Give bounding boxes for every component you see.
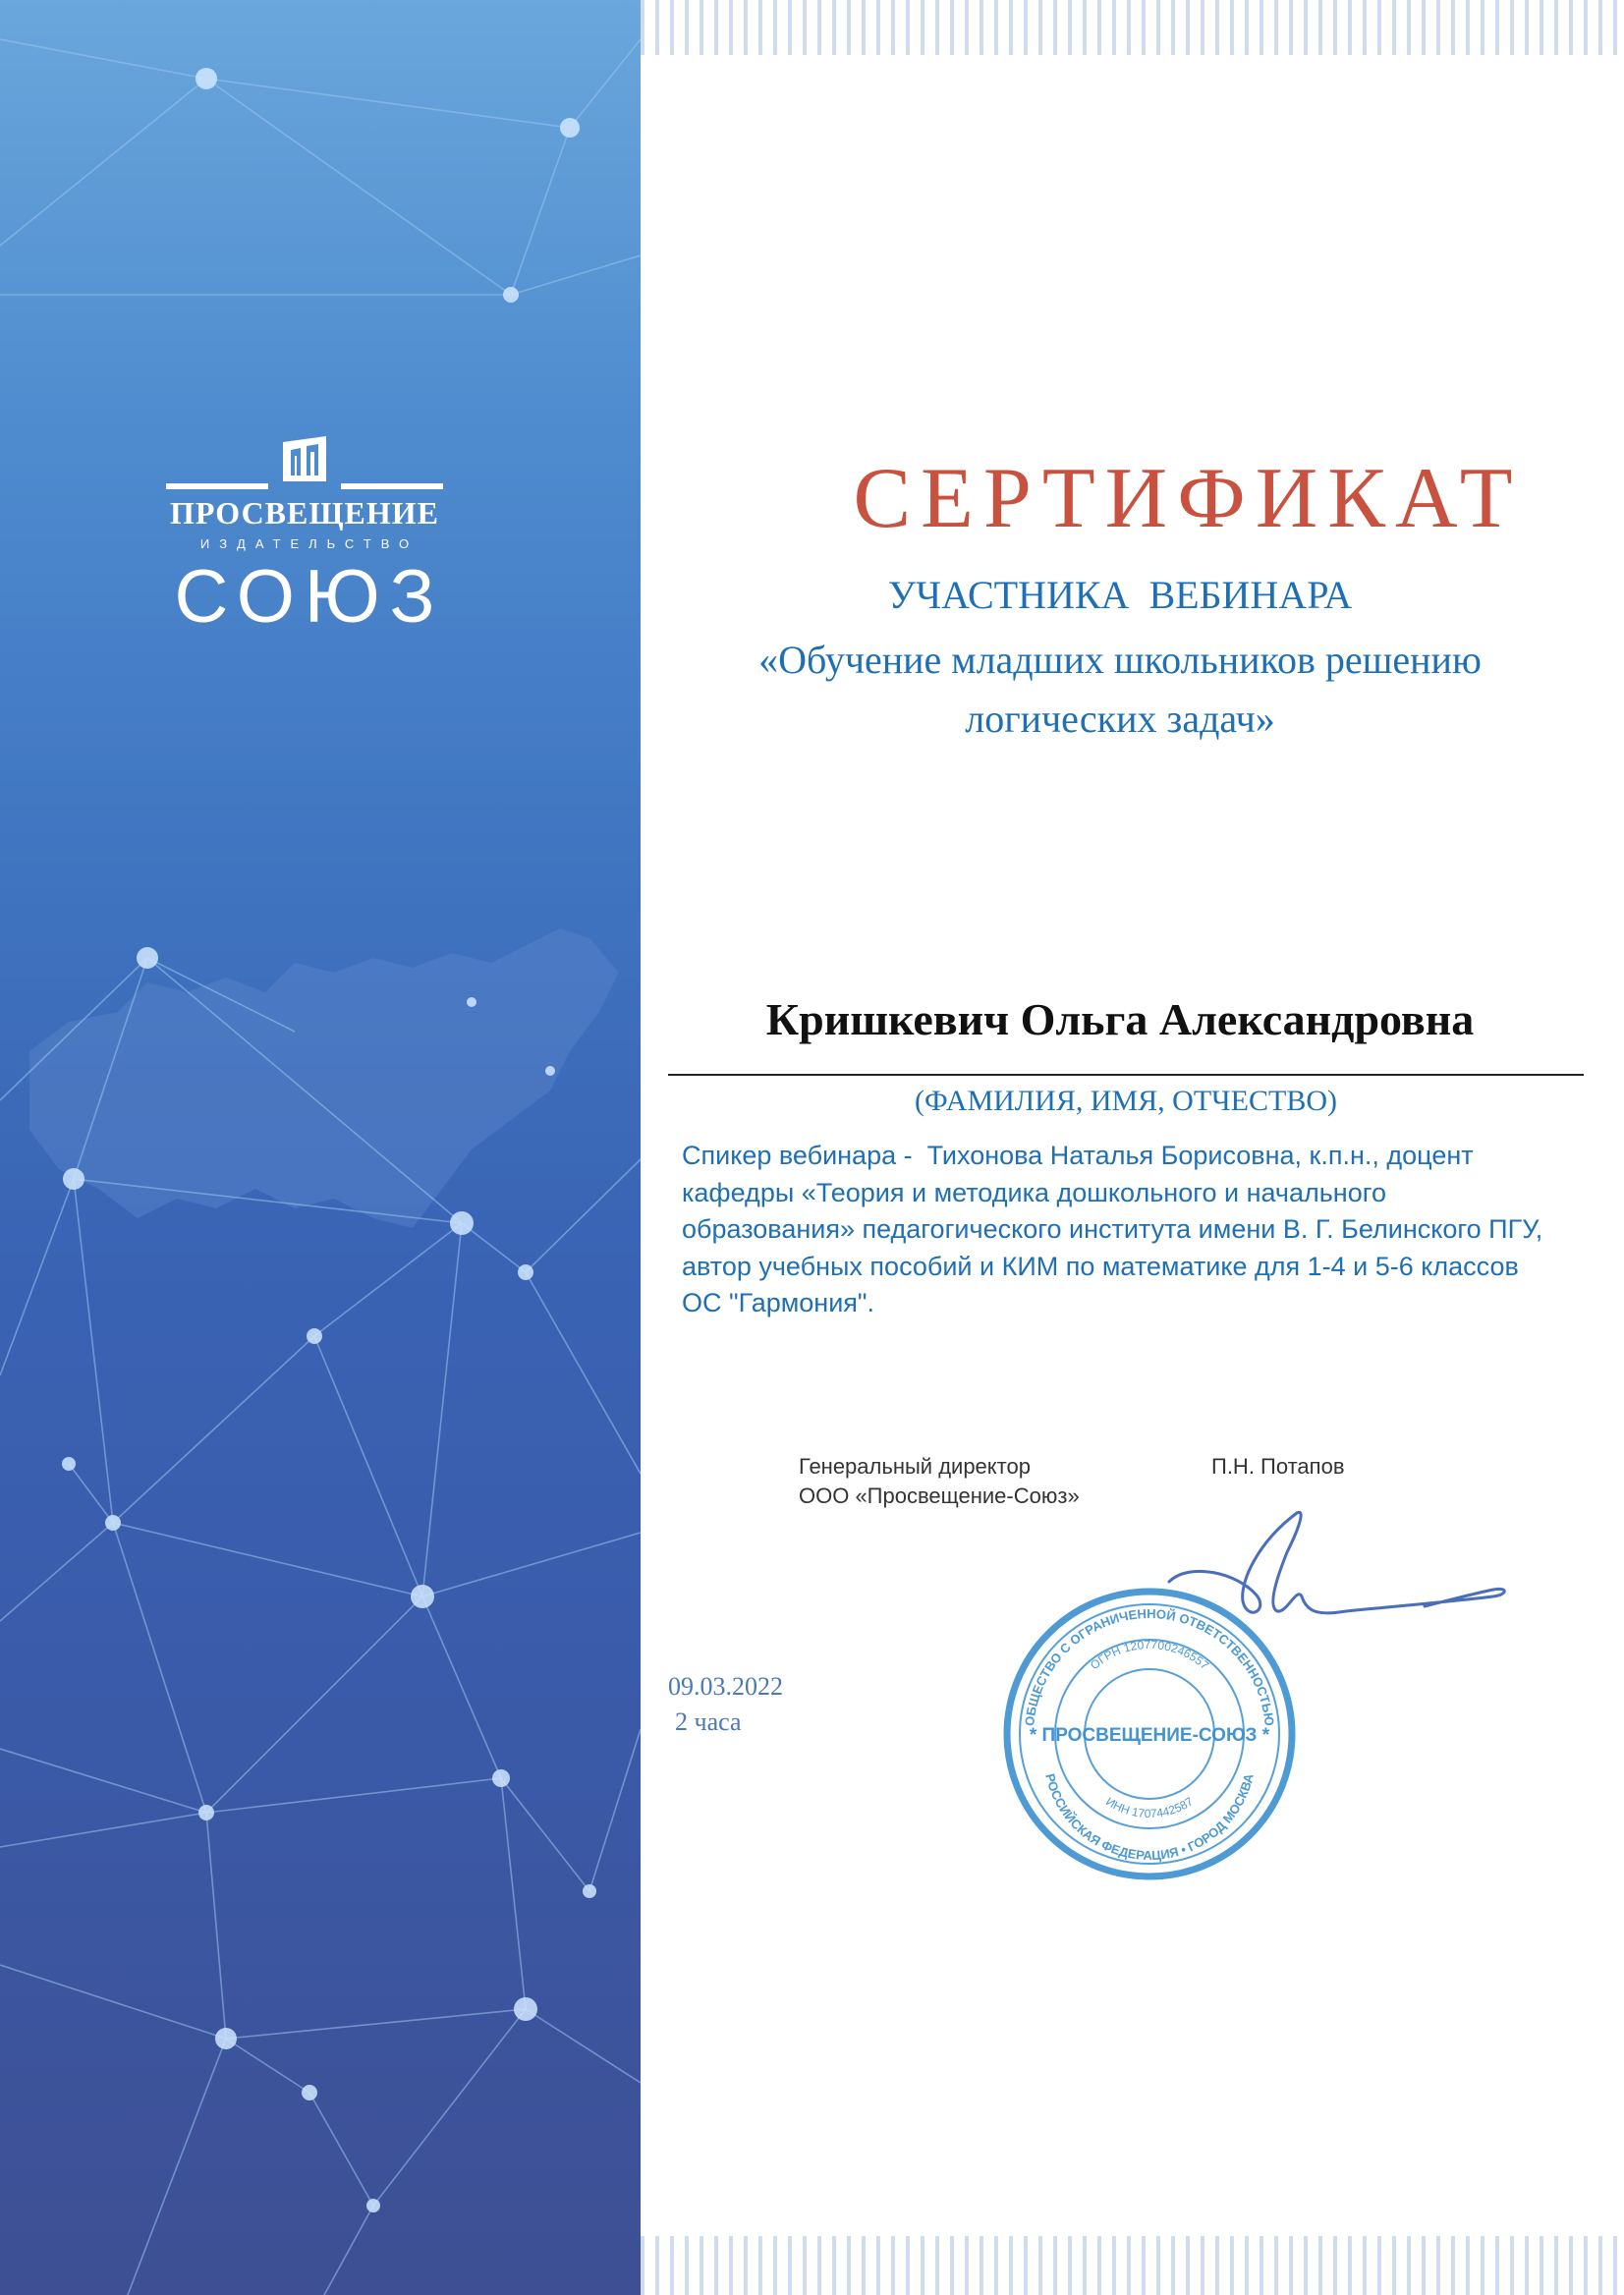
signatory-title-line-2: ООО «Просвещение-Союз» <box>799 1483 1080 1508</box>
webinar-title-line-1: «Обучение младших школьников решению <box>758 638 1482 682</box>
publisher-name: ПРОСВЕЩЕНИЕ <box>170 495 439 531</box>
publisher-wordmark: СОЮЗ <box>174 555 445 639</box>
signatory-name: П.Н. Потапов <box>1211 1454 1345 1479</box>
stamp-center-text: * ПРОСВЕЩЕНИЕ-СОЮЗ * <box>1029 1725 1270 1746</box>
publisher-logo <box>147 432 462 637</box>
stamp-outer-ring-text: ОБЩЕСТВО С ОГРАНИЧЕННОЙ ОТВЕТСТВЕННОСТЬЮ <box>1022 1605 1277 1727</box>
publisher-subtitle: ИЗДАТЕЛЬСТВО <box>199 536 420 551</box>
signatory-title-line-1: Генеральный директор <box>799 1454 1031 1479</box>
speaker-info-line: автор учебных пособий и КИМ по математике для 1-4 и 5-6 классов <box>682 1251 1519 1281</box>
certificate-subtitle: УЧАСТНИКА ВЕБИНАРА <box>887 573 1353 617</box>
webinar-title <box>668 631 1572 749</box>
bottom-stripe-border <box>641 2236 1624 2295</box>
speaker-info-line: Спикер вебинара - Тихонова Наталья Борисовна, к.п.н., доцент <box>682 1141 1474 1170</box>
speaker-info-line: образования» педагогического института имени В. Г. Белинского ПГУ, <box>682 1214 1543 1244</box>
stamp-inn-text: ИНН 1707442587 <box>1103 1794 1196 1821</box>
certificate-title: СЕРТИФИКАТ <box>853 451 1523 546</box>
speaker-info-line: ОС "Гармония". <box>682 1288 875 1317</box>
certificate-duration: 2 часа <box>675 1707 742 1736</box>
top-stripe-border <box>641 0 1624 55</box>
name-field-caption: (ФАМИЛИЯ, ИМЯ, ОТЧЕСТВО) <box>915 1085 1337 1117</box>
decorative-side-panel <box>0 0 641 2295</box>
signatory-title <box>799 1452 1211 1511</box>
speaker-info <box>682 1138 1586 1322</box>
speaker-info-line: кафедры «Теория и методика дошкольного и начального <box>682 1177 1387 1207</box>
recipient-name: Кришкевич Ольга Александровна <box>765 994 1475 1044</box>
name-underline <box>668 1074 1584 1076</box>
director-signature <box>1149 1503 1523 1660</box>
certificate-date: 09.03.2022 <box>668 1672 783 1701</box>
stamp-bottom-ring-text: РОССИЙСКАЯ ФЕДЕРАЦИЯ • ГОРОД МОСКВА <box>1042 1771 1257 1864</box>
stamp-ogrn-text: ОГРН 1207700246557 <box>1088 1637 1212 1673</box>
logo-rule-row <box>147 483 462 489</box>
webinar-title-line-2: логических задач» <box>965 697 1275 741</box>
publisher-emblem-icon <box>275 432 334 485</box>
logo-rule-right <box>341 483 443 489</box>
logo-rule-left <box>166 483 268 489</box>
network-pattern-graphic <box>0 0 641 2295</box>
